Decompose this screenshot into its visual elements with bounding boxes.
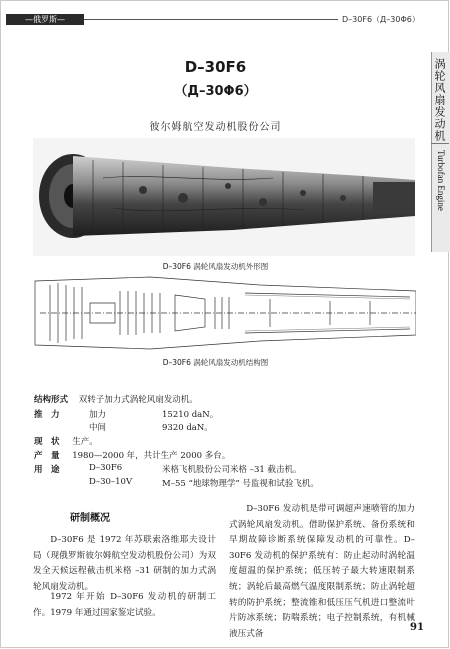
figure1-caption: D–30F6 涡轮风扇发动机外形图 — [162, 262, 269, 271]
spec-output-value: 1980—2000 年，共计生产 2000 多台。 — [72, 451, 231, 461]
spec-thrust-b-value: 9320 daN。 — [162, 423, 213, 433]
page-number: 91 — [410, 622, 424, 633]
engine-photo — [33, 138, 415, 256]
spec-status-row — [34, 435, 98, 447]
spec-thrust-key: 推 力 — [34, 410, 60, 420]
section-title: 研制概况 — [70, 513, 110, 524]
header-running-title: D–30F6（Д–30Φ6） — [342, 15, 420, 24]
left-paragraph-2: 1972 年开始 D–30F6 发动机的研制工作。1979 年通过国家鉴定试验。 — [33, 592, 216, 618]
spec-use-key: 用 途 — [34, 465, 60, 475]
spec-output-row — [34, 449, 230, 461]
figure2-caption: D–30F6 涡轮风扇发动机结构图 — [162, 358, 269, 367]
left-paragraph-1: D–30F6 是 1972 年苏联索洛维耶夫设计局（现俄罗斯彼尔姆航空发动机股份公司）为双发全天候远程截击机米格 –31 研制的加力式涡轮风扇发动机。 — [33, 535, 216, 592]
spec-use-b-desc: M–55 “地球物理学” 号监视和试验飞机。 — [162, 479, 319, 489]
side-tab-divider — [431, 143, 449, 144]
side-tab-chinese: 涡轮风扇发动机 — [433, 58, 446, 142]
manufacturer: 彼尔姆航空发动机股份公司 — [149, 122, 282, 133]
right-paragraph: D–30F6 发动机是带可调超声速喷管的加力式涡轮风扇发动机。借助保护系统、备份系统和早期故障诊断系统保障发动机的可靠性。D–30F6 发动机的保护系统有：防止起动时涡轮温度超温的保护系统；低压转子最大转速限制系统；涡轮后最高燃气温度限制系统；防止涡轮超转的防护系统；整流锥和低压压气机进口整流叶片防冰系统；防喘系统；电子控制系统，有机械液压式备 — [229, 504, 415, 639]
spec-output-key: 产 量 — [34, 451, 60, 461]
engine-subtitle: （Д–30Φ6） — [174, 84, 257, 99]
spec-thrust-b-label: 中间 — [89, 423, 107, 433]
engine-title: D–30F6 — [184, 58, 247, 76]
side-tab-english: Turbofan Engine — [436, 150, 446, 211]
spec-structure-row — [34, 393, 198, 405]
spec-status-key: 现 状 — [34, 437, 60, 447]
spec-use-a-engine: D–30F6 — [89, 463, 123, 473]
spec-use-b-engine: D–30–10V — [89, 477, 133, 487]
spec-status-value: 生产。 — [72, 437, 98, 447]
header-rule — [84, 19, 338, 20]
engine-cross-section-drawing — [30, 273, 416, 353]
spec-structure-value: 双转子加力式涡轮风扇发动机。 — [78, 395, 198, 405]
spec-use-a-desc: 米格飞机股份公司米格 –31 截击机。 — [162, 465, 302, 475]
spec-thrust-a-value: 15210 daN。 — [162, 410, 219, 420]
spec-structure-key: 结构形式 — [34, 395, 69, 405]
header-section-label: —俄罗斯— — [6, 14, 84, 25]
spec-thrust-a-label: 加力 — [89, 410, 107, 420]
